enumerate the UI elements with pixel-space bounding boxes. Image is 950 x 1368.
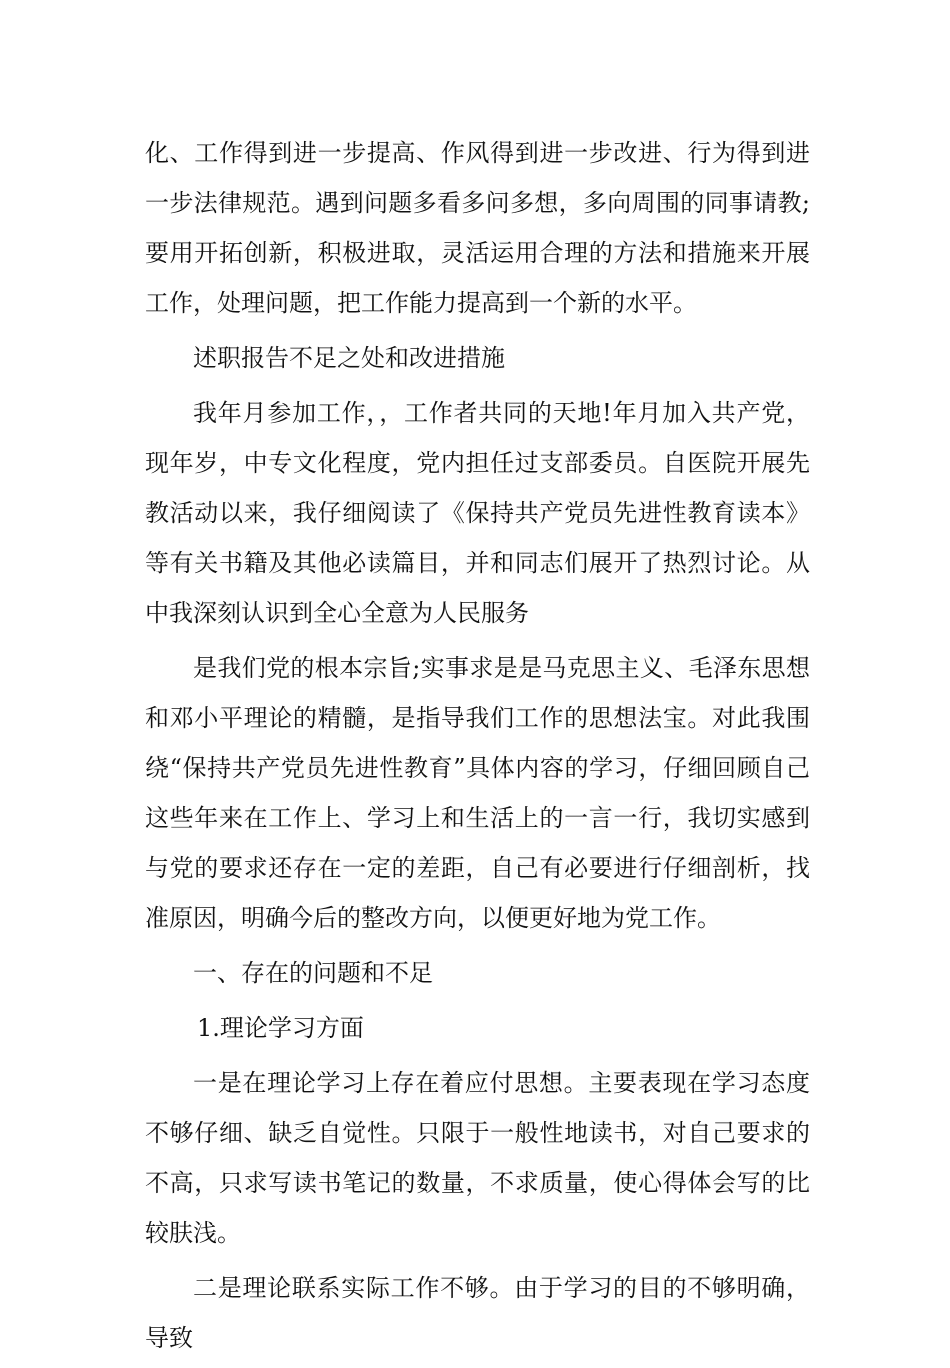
paragraph-point-one: 一是在理论学习上存在着应付思想。主要表现在学习态度不够仔细、缺乏自觉性。只限于一般性地读书，对自己要求的不高，只求写读书笔记的数量，不求质量，使心得体会写的比较肤浅。 [145,1069,810,1247]
heading-problems: 一、存在的问题和不足 [193,959,433,987]
paragraph-intro: 我年月参加工作，，工作者共同的天地!年月加入共产党，现年岁，中专文化程度，党内担任过支部委员。自医院开展先教活动以来，我仔细阅读了《保持共产党员先进性教育读本》等有关书籍及其他必读篇目，并和同志们展开了热烈讨论。从中我深刻认识到全心全意为人民服务 [145,399,810,627]
paragraph-continued: 化、工作得到进一步提高、作风得到进一步改进、行为得到进一步法律规范。遇到问题多看多问多想，多向周围的同事请教;要用开拓创新，积极进取，灵活运用合理的方法和措施来开展工作，处理问题，把工作能力提高到一个新的水平。 [145,139,810,317]
document-body [145,128,810,1368]
paragraph-point-two: 二是理论联系实际工作不够。由于学习的目的不够明确，导致 [145,1274,810,1352]
section-title: 述职报告不足之处和改进措施 [193,344,505,372]
subheading-theory-study: 1.理论学习方面 [197,1014,364,1042]
paragraph-purpose: 是我们党的根本宗旨;实事求是是马克思主义、毛泽东思想和邓小平理论的精髓，是指导我们工作的思想法宝。对此我围绕“保持共产党员先进性教育”具体内容的学习，仔细回顾自己这些年来在工作上、学习上和生活上的一言一行，我切实感到与党的要求还存在一定的差距，自己有必要进行仔细剖析，找准原因，明确今后的整改方向，以便更好地为党工作。 [145,654,810,932]
